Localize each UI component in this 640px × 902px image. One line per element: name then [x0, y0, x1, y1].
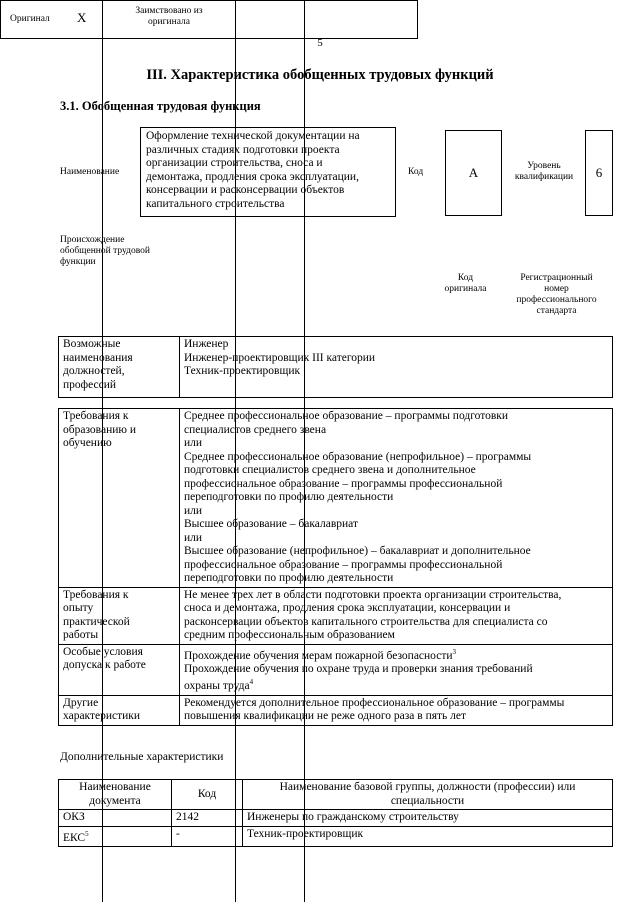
footnote-ref: 5 [85, 829, 89, 838]
positions-row [59, 337, 613, 398]
education-line: профессиональное образование – программы профессиональной [184, 477, 503, 490]
education-line: переподготовки по профилю деятельности [184, 572, 394, 584]
code-caption-line: оригинала [444, 284, 487, 294]
reg-caption [500, 273, 613, 317]
borrowed-label-line: оригинала [148, 17, 190, 27]
subsection-title: 3.1. Обобщенная трудовая функция [60, 99, 261, 113]
original-label: Оригинал [10, 14, 50, 24]
education-label [59, 409, 180, 588]
additional-table [58, 779, 613, 847]
header-name-line: специальности [390, 794, 465, 807]
education-line: переподготовки по профилю деятельности [184, 491, 394, 503]
admission-label-line: Особые условия [63, 645, 143, 658]
admission-label-line: допуска к работе [63, 659, 146, 671]
other-line: Рекомендуется дополнительное профессиональное образование – программы [184, 696, 565, 709]
level-value: 6 [585, 130, 613, 216]
function-name-line: различных стадиях подготовки проекта [146, 143, 340, 156]
admission-line: Прохождение обучения по охране труда и проверки знания требований [184, 662, 533, 675]
other-label-line: характеристики [63, 710, 141, 723]
experience-line: расконсервации объектов капитального строительства для специалиста со [184, 615, 548, 628]
positions-label-line: наименования [63, 351, 133, 364]
origin-label-line: обобщенной трудовой [60, 246, 150, 256]
admission-text: охраны труда [184, 680, 250, 693]
admission-line [184, 676, 608, 693]
function-name-line: капитального строительства [146, 197, 285, 210]
row-code: - [172, 826, 243, 846]
experience-value [180, 587, 613, 644]
education-line: профессиональное образование – программы профессиональной [184, 558, 503, 571]
education-line: или [184, 531, 203, 544]
level-label [505, 161, 583, 183]
reg-caption-line: профессионального [516, 295, 597, 305]
position-item: Техник-проектировщик [184, 365, 301, 377]
positions-table [58, 336, 613, 398]
positions-label-line: Возможные [63, 338, 121, 350]
experience-label-line: работы [63, 629, 99, 641]
row-doc [59, 810, 172, 827]
education-row [59, 409, 613, 588]
experience-line: сноса и демонтажа, продления срока эксплуатации, консервации и [184, 602, 511, 614]
header-doc-line: документа [89, 794, 141, 807]
education-label-line: обучению [63, 437, 112, 449]
education-line: специалистов среднего звена [184, 423, 327, 436]
admission-row [59, 644, 613, 695]
position-item: Инженер-проектировщик III категории [184, 351, 376, 364]
original-mark: Х [77, 10, 87, 25]
reg-caption-line: номер [544, 284, 569, 294]
table-row [59, 810, 613, 827]
requirements-table [58, 408, 613, 726]
other-value [180, 695, 613, 725]
admission-value [180, 644, 613, 695]
origin-row [0, 0, 418, 39]
origin-label-line: функции [60, 257, 96, 267]
code-value: А [445, 130, 502, 216]
reg-caption-line: стандарта [536, 306, 577, 316]
positions-label-line: должностей, [63, 365, 125, 377]
row-doc-text: ЕКС [63, 831, 86, 844]
education-label-line: Требования к [63, 410, 129, 422]
positions-label [59, 337, 180, 398]
education-line: подготовки специалистов среднего звена и дополнительное [184, 464, 476, 476]
education-line: или [184, 437, 203, 449]
header-name [243, 780, 613, 810]
section-title: III. Характеристика обобщенных трудовых функций [146, 67, 494, 83]
footnote-ref: 4 [249, 678, 254, 687]
additional-header-row [59, 780, 613, 810]
other-line: повышения квалификации не реже одного раза в пять лет [184, 710, 467, 723]
function-name-line: демонтажа, продления срока эксплуатации, [146, 170, 359, 183]
reg-caption-line: Регистрационный [520, 273, 593, 283]
header-doc [59, 780, 172, 810]
experience-label-line: Требования к [63, 588, 129, 601]
other-label [59, 695, 180, 725]
education-line: Среднее профессиональное образование – программы подготовки [184, 410, 509, 422]
page-number: 5 [317, 37, 323, 49]
education-line: Высшее образование (непрофильное) – бакалавриат и дополнительное [184, 545, 531, 557]
header-code: Код [172, 780, 243, 810]
experience-label-line: опыту [63, 602, 94, 614]
code-label: Код [408, 167, 424, 177]
additional-title: Дополнительные характеристики [60, 751, 224, 763]
table-row [59, 826, 613, 846]
footnote-ref: 3 [452, 647, 457, 656]
header-doc-line: Наименование [79, 781, 151, 793]
header-name-line: Наименование базовой группы, должности (профессии) или [279, 781, 576, 793]
function-name-line: консервации и расконсервации объектов [146, 184, 345, 196]
admission-label [59, 644, 180, 695]
experience-row [59, 587, 613, 644]
origin-label-line: Происхождение [60, 235, 125, 245]
level-label-line: квалификации [514, 172, 574, 182]
experience-line: Не менее трех лет в области подготовки проекта организации строительства, [184, 588, 562, 601]
row-doc [59, 826, 172, 846]
education-label-line: образованию и [63, 423, 136, 436]
row-name: Инженеры по гражданскому строительству [243, 810, 613, 827]
positions-values [180, 337, 613, 398]
other-label-line: Другие [63, 696, 99, 709]
education-line: Среднее профессиональное образование (непрофильное) – программы [184, 450, 532, 463]
experience-label [59, 587, 180, 644]
education-line: или [184, 504, 203, 517]
experience-line: средним профессиональным образованием [184, 629, 395, 641]
education-value [180, 409, 613, 588]
admission-line [184, 646, 608, 663]
function-name-line: Оформление технической документации на [146, 130, 360, 142]
other-row [59, 695, 613, 725]
borrowed-label-line: Заимствовано из [135, 6, 203, 16]
row-name: Техник-проектировщик [243, 826, 613, 846]
positions-label-line: профессий [63, 378, 117, 391]
code-caption-line: Код [457, 273, 474, 283]
code-caption [431, 273, 500, 295]
row-doc-text: ОКЗ [63, 811, 85, 823]
position-item: Инженер [184, 338, 229, 350]
admission-text: Прохождение обучения мерам пожарной безопасности [184, 649, 453, 662]
row-code: 2142 [172, 810, 243, 827]
level-label-line: Уровень [527, 161, 561, 171]
education-line: Высшее образование – бакалавриат [184, 518, 358, 530]
function-name-line: организации строительства, сноса и [146, 157, 323, 169]
experience-label-line: практической [63, 615, 130, 628]
name-label: Наименование [60, 167, 120, 177]
